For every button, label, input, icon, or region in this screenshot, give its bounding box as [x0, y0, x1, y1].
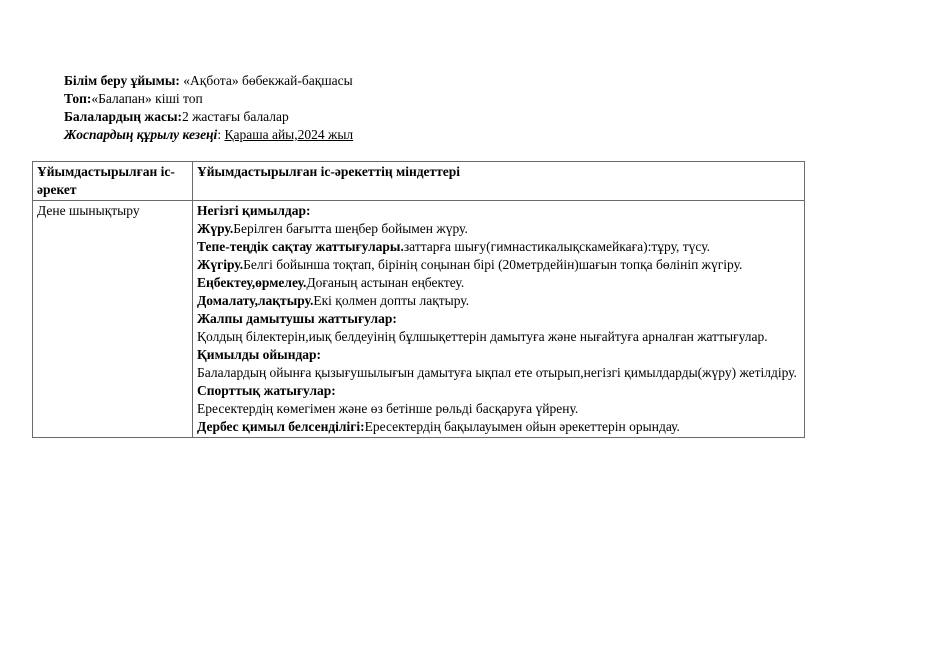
column-header-tasks: Ұйымдастырылған іс-әрекеттің міндеттері	[193, 162, 805, 201]
age-label: Балалардың жасы:	[64, 109, 182, 124]
task-text: Берілген бағытта шеңбер бойымен жүру.	[233, 221, 468, 236]
task-line	[197, 418, 799, 436]
tasks-cell	[193, 201, 805, 438]
group-label: Топ:	[64, 91, 92, 106]
task-line	[197, 202, 799, 220]
period-line	[64, 126, 764, 144]
activity-plan-table	[32, 161, 805, 438]
task-heading: Дербес қимыл белсенділігі:	[197, 419, 365, 434]
task-text: Қолдың білектерін,иық белдеуінің бұлшықеттерін дамытуға және нығайтуға арналған жаттығулар.	[197, 329, 768, 344]
group-line	[64, 90, 764, 108]
organization-value: «Ақбота» бөбекжай-бақшасы	[179, 73, 353, 88]
age-value: 2 жастағы балалар	[181, 109, 289, 124]
period-label: Жоспардың құрылу кезеңі	[64, 127, 218, 142]
task-text: Доғаның астынан еңбектеу.	[306, 275, 465, 290]
task-text: Екі қолмен допты лақтыру.	[313, 293, 470, 308]
task-line	[197, 256, 799, 274]
task-heading: Қимылды ойындар:	[197, 347, 322, 362]
task-text: Белгі бойынша тоқтап, бірінің соңынан бірі (20метрдейін)шағын топқа бөлініп жүгіру.	[243, 257, 743, 272]
age-line	[64, 108, 764, 126]
task-heading: Жүру.	[197, 221, 234, 236]
task-line	[197, 382, 799, 400]
document-header	[64, 72, 764, 144]
table-row	[33, 201, 805, 438]
organization-line	[64, 72, 764, 90]
task-line	[197, 238, 799, 256]
task-text: заттарға шығу(гимнастикалықскамейкаға):тұру, түсу.	[403, 239, 710, 254]
task-heading: Негізгі қимылдар:	[197, 203, 311, 218]
task-heading: Домалату,лақтыру.	[197, 293, 314, 308]
task-text: Ересектердің көмегімен және өз бетінше рөльді басқаруға үйрену.	[197, 401, 579, 416]
task-text: Ересектердің бақылауымен ойын әрекеттерін орындау.	[364, 419, 680, 434]
group-value: «Балапан» кіші топ	[91, 91, 203, 106]
task-heading: Спорттық жатығулар:	[197, 383, 336, 398]
task-heading: Еңбектеу,өрмелеу.	[197, 275, 307, 290]
task-line	[197, 292, 799, 310]
task-line	[197, 274, 799, 292]
period-value	[224, 127, 353, 142]
organization-label: Білім беру ұйымы:	[64, 73, 180, 88]
task-heading: Жалпы дамытушы жаттығулар:	[197, 311, 397, 326]
task-line	[197, 310, 799, 328]
task-line	[197, 364, 799, 382]
task-line	[197, 400, 799, 418]
task-heading: Жүгіру.	[197, 257, 244, 272]
activity-cell: Дене шынықтыру	[33, 201, 193, 438]
period-year: айы,2024 жыл	[268, 127, 354, 142]
task-line	[197, 220, 799, 238]
task-text: Балалардың ойынға қызығушылығын дамытуға ықпал ете отырып,негізгі қимылдарды(жүру) жетілдіру.	[197, 365, 797, 380]
task-line	[197, 346, 799, 364]
table-header-row	[33, 162, 805, 201]
period-colon: :	[217, 127, 225, 142]
task-heading: Тепе-теңдік сақтау жаттығулары.	[197, 239, 404, 254]
task-line	[197, 328, 799, 346]
period-month: Қараша	[224, 127, 269, 142]
column-header-activity: Ұйымдастырылған іс-әрекет	[33, 162, 193, 201]
